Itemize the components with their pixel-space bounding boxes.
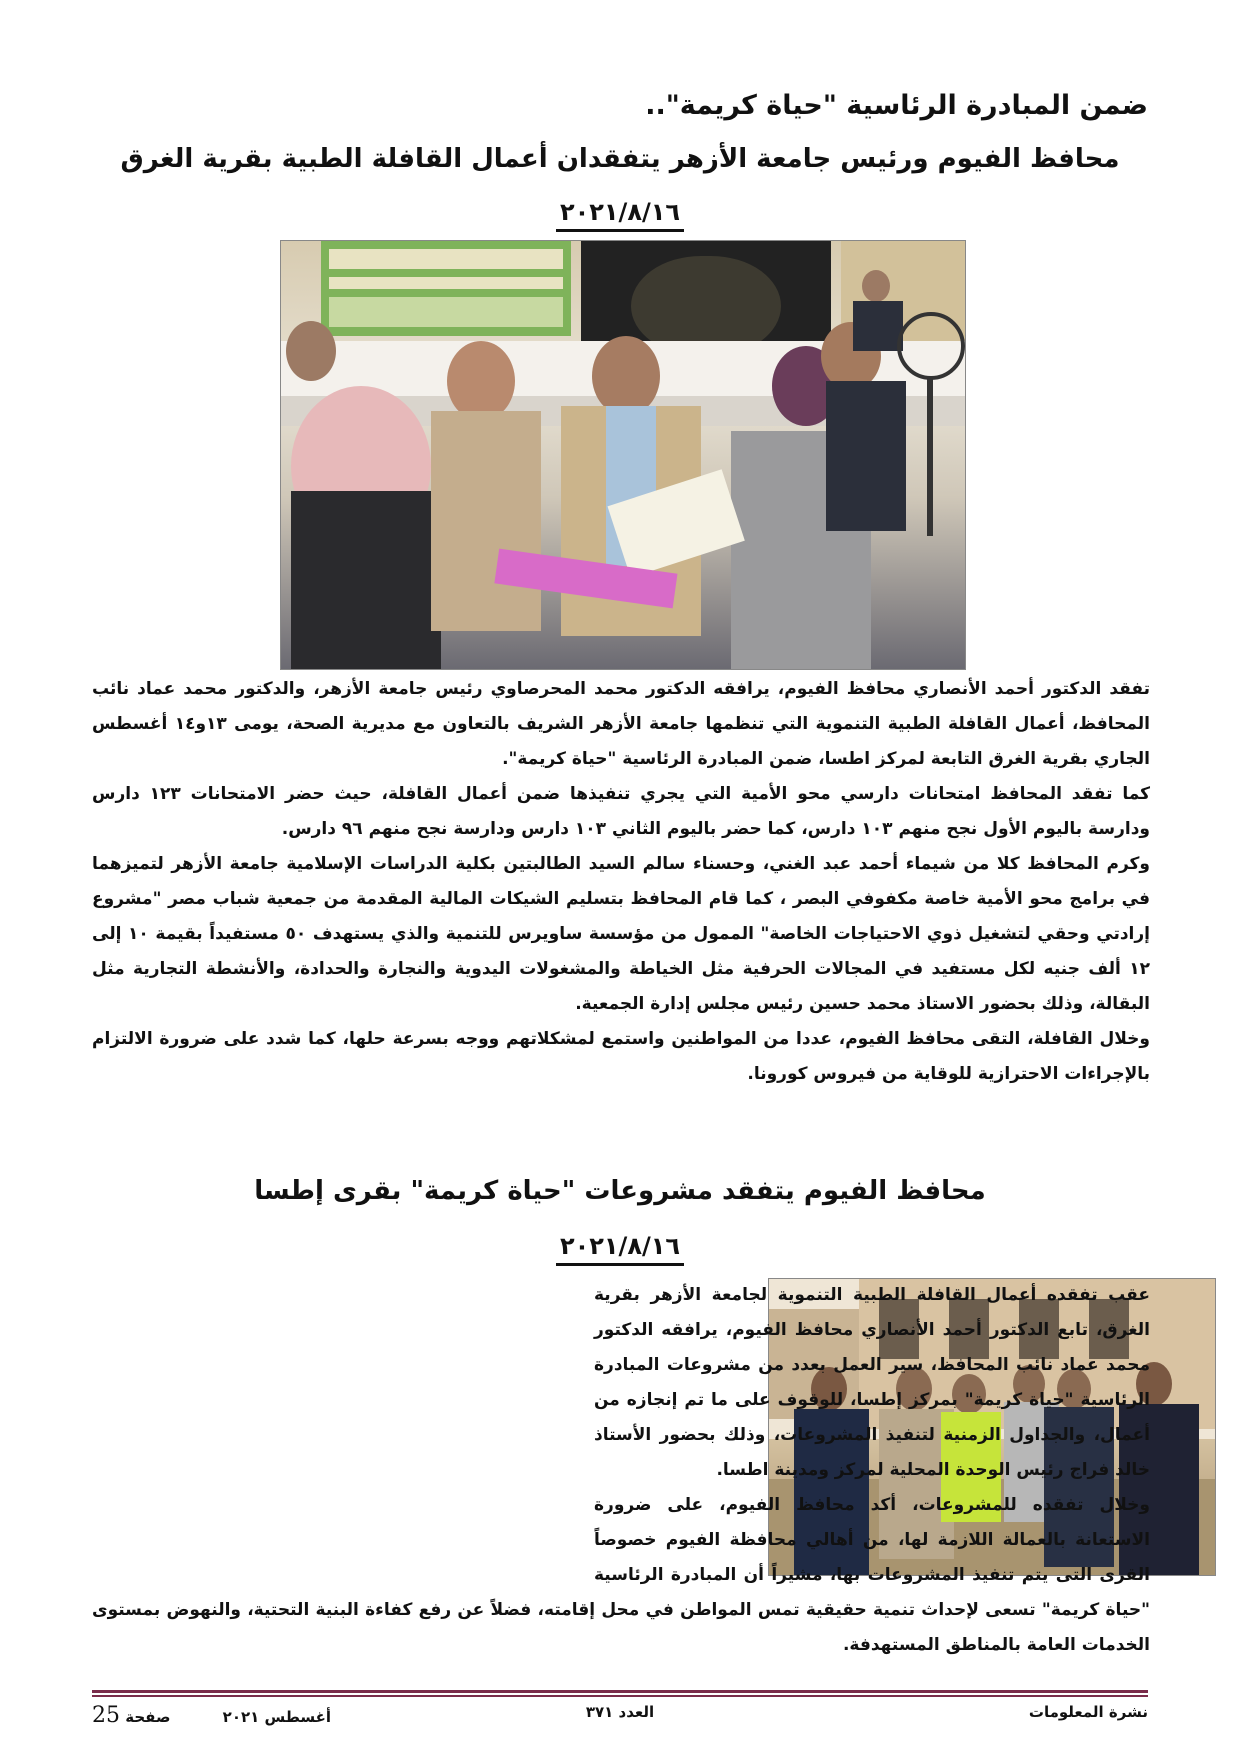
article2-paragraph: عقب تفقده أعمال القافلة الطبية التنموية لجامعة الأزهر بقرية الغرق، تابع الدكتور أحمد الأنصاري محافظ الفيوم، يرافقه الدكتور محمد عماد نائب المحافظ، سير العمل بعدد من مشروعات المبادرة الرئاسية "حياة كريمة" بمركز إطسا، للوقوف على ما تم إنجازه من أعمال، والجداول الزمنية لتنفيذ المشروعات، وذلك بحضور الأستاذ خالد فراج رئيس الوحدة المحلية لمركز ومدينة اطسا. [594,1285,1150,1480]
footer-rule [92,1690,1148,1693]
article1-kicker: ضمن المبادرة الرئاسية "حياة كريمة".. [645,90,1148,121]
article1-body [92,672,1150,1092]
article1-paragraph: وخلال القافلة، التقى محافظ الفيوم، عددا من المواطنين واستمع لمشكلاتهم ووجه بسرعة حلها، كما شدد على ضرورة الالتزام بالإجراءات الاحترازية للوقاية من فيروس كورونا. [92,1029,1150,1084]
event-photo [280,240,966,670]
article1-paragraph: وكرم المحافظ كلا من شيماء أحمد عبد الغني، وحسناء سالم السيد الطالبتين بكلية الدراسات الإسلامية جامعة الأزهر لتميزهما في برامج محو الأمية خاصة مكفوفي البصر ، كما قام المحافظ بتسليم الشيكات المالية المقدمة من جمعية شباب مصر "مشروع إرادتي وحقي لتشغيل ذوي الاحتياجات الخاصة" الممول من مؤسسة ساويرس للتنمية والذي يستهدف ٥٠ مستفيداً بقيمة ١٠ إلى ١٢ ألف جنيه لكل مستفيد في المجالات الحرفية مثل الخياطة والمشغولات اليدوية والنجارة والحدادة، والأنشطة التجارية مثل البقالة، وذلك بحضور الاستاذ محمد حسين رئيس مجلس إدارة الجمعية. [92,854,1150,1014]
footer-rule [92,1695,1148,1697]
footer-month: أغسطس ٢٠٢١ [222,1708,331,1726]
footer-page-number: 25 [92,1703,120,1728]
article2-paragraph: وخلال تفقده للمشروعات، أكد محافظ الفيوم، على ضرورة الاستعانة بالعمالة اللازمة لها، من أهالي محافظة الفيوم خصوصاً القرى التى يتم تنفيذ المشروعات بها، مشيراً أن المبادرة الرئاسية "حياة كريمة" تسعى لإحداث تنمية حقيقية تمس المواطن في محل إقامته، فضلاً عن رفع كفاءة البنية التحتية، والنهوض بمستوى الخدمات العامة بالمناطق المستهدفة. [92,1495,1150,1655]
article2-body [92,1278,1150,1663]
article1-date: ٢٠٢١/٨/١٦ [0,198,1240,226]
article1-paragraph: تفقد الدكتور أحمد الأنصاري محافظ الفيوم، يرافقه الدكتور محمد المحرصاوي رئيس جامعة الأزهر، والدكتور محمد عماد نائب المحافظ، أعمال القافلة الطبية التنموية التي تنظمها جامعة الأزهر الشريف بالتعاون مع مديرية الصحة، يومى ١٣و١٤ أغسطس الجاري بقرية الغرق التابعة لمركز اطسا، ضمن المبادرة الرئاسية "حياة كريمة". [92,679,1151,769]
article1-headline: محافظ الفيوم ورئيس جامعة الأزهر يتفقدان أعمال القافلة الطبية بقرية الغرق [120,144,1120,174]
footer-publication: نشرة المعلومات [1028,1703,1148,1721]
footer-page-label: صفحة [125,1708,171,1726]
footer-page-info [92,1703,331,1728]
article2-headline: محافظ الفيوم يتفقد مشروعات "حياة كريمة" بقرى إطسا [254,1176,986,1206]
article2-date: ٢٠٢١/٨/١٦ [0,1232,1240,1260]
footer-issue: العدد ٣٧١ [585,1703,655,1721]
article1-paragraph: كما تفقد المحافظ امتحانات دارسي محو الأمية التي يجري تنفيذها ضمن أعمال القافلة، حيث حضر الامتحانات ١٢٣ دارس ودارسة باليوم الأول نجح منهم ١٠٣ دارس، كما حضر باليوم الثاني ١٠٣ دارس ودارسة نجح منهم ٩٦ دارس. [92,784,1150,839]
